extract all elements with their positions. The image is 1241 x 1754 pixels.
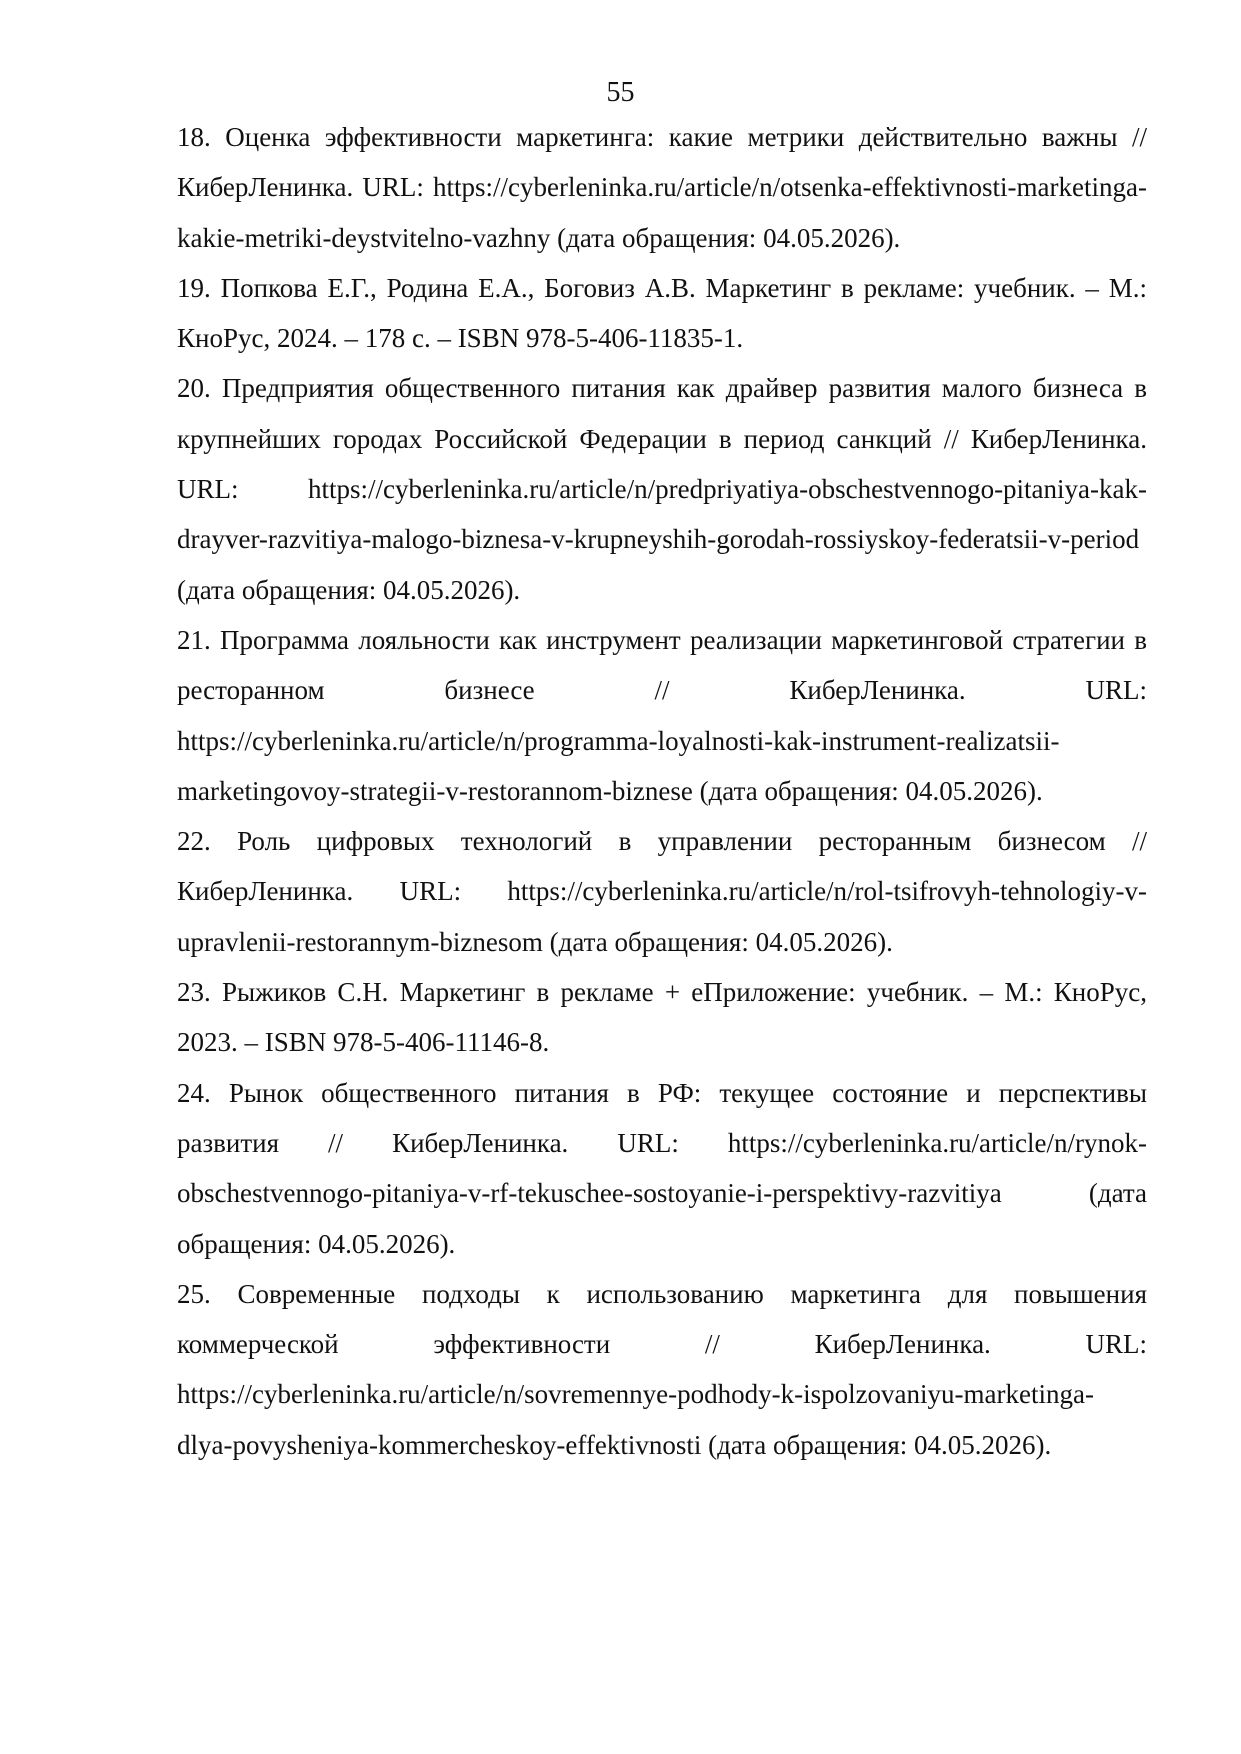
reference-list	[177, 112, 1147, 1470]
reference-text: Оценка эффективности маркетинга: какие метрики действительно важны // КиберЛенинка. URL: https://cyberleninka.ru/article/n/otsenka-effektivnosti-marketinga-kakie-metriki-deystvitelno-vazhny (дата обращения: 04.05.2026).	[177, 122, 1147, 253]
reference-number: 22.	[177, 826, 211, 857]
reference-number: 20.	[177, 373, 211, 404]
reference-number: 23.	[177, 977, 211, 1008]
reference-text: Предприятия общественного питания как драйвер развития малого бизнеса в крупнейших городах Российской Федерации в период санкций // КиберЛенинка. URL: https://cyberleninka.ru/article/n/predpriyatiya-obschestvennogo-pitaniya-kak-drayver-razvitiya-malogo-biznesa-v-krupneyshih-gorodah-rossiyskoy-federatsii-v-period (дата обращения: 04.05.2026).	[177, 373, 1148, 605]
reference-item	[177, 263, 1147, 364]
reference-number: 25.	[177, 1278, 211, 1309]
reference-text: Программа лояльности как инструмент реализации маркетинговой стратегии в ресторанном бизнесе // КиберЛенинка. URL: https://cyberleninka.ru/article/n/programma-loyalnosti-kak-instrument-realizatsii-marketingovoy-strategii-v-restorannom-biznese (дата обращения: 04.05.2026).	[177, 624, 1147, 806]
page-number: 55	[606, 77, 635, 108]
reference-number: 19.	[177, 272, 211, 303]
reference-text: Роль цифровых технологий в управлении ресторанным бизнесом // КиберЛенинка. URL: https://cyberleninka.ru/article/n/rol-tsifrovyh-tehnologiy-v-upravlenii-restorannym-biznesom (дата обращения: 04.05.2026).	[177, 826, 1147, 957]
reference-item	[177, 816, 1147, 967]
reference-item	[177, 967, 1147, 1068]
reference-text: Рынок общественного питания в РФ: текущее состояние и перспективы развития // КиберЛенинка. URL: https://cyberleninka.ru/article/n/rynok-obschestvennogo-pitaniya-v-rf-tekuschee-sostoyanie-i-perspektivy-razvitiya (дата обращения: 04.05.2026).	[177, 1077, 1147, 1259]
reference-item	[177, 1068, 1147, 1269]
reference-text: Современные подходы к использованию маркетинга для повышения коммерческой эффективности // КиберЛенинка. URL: https://cyberleninka.ru/article/n/sovremennye-podhody-k-ispolzovaniyu-marketinga-dlya-povysheniya-kommercheskoy-effektivnosti (дата обращения: 04.05.2026).	[177, 1278, 1147, 1460]
reference-item	[177, 615, 1147, 816]
reference-text: Попкова Е.Г., Родина Е.А., Боговиз А.В. Маркетинг в рекламе: учебник. – М.: КноРус, 2024. – 178 с. – ISBN 978-5-406-11835-1.	[177, 272, 1148, 354]
reference-number: 24.	[177, 1077, 211, 1108]
reference-number: 18.	[177, 122, 211, 152]
reference-text: Рыжиков С.Н. Маркетинг в рекламе + еПриложение: учебник. – М.: КноРус, 2023. – ISBN 978-5-406-11146-8.	[177, 977, 1148, 1058]
reference-number: 21.	[177, 624, 211, 655]
reference-item	[177, 1269, 1147, 1470]
reference-item	[177, 112, 1147, 263]
reference-item	[177, 363, 1147, 614]
